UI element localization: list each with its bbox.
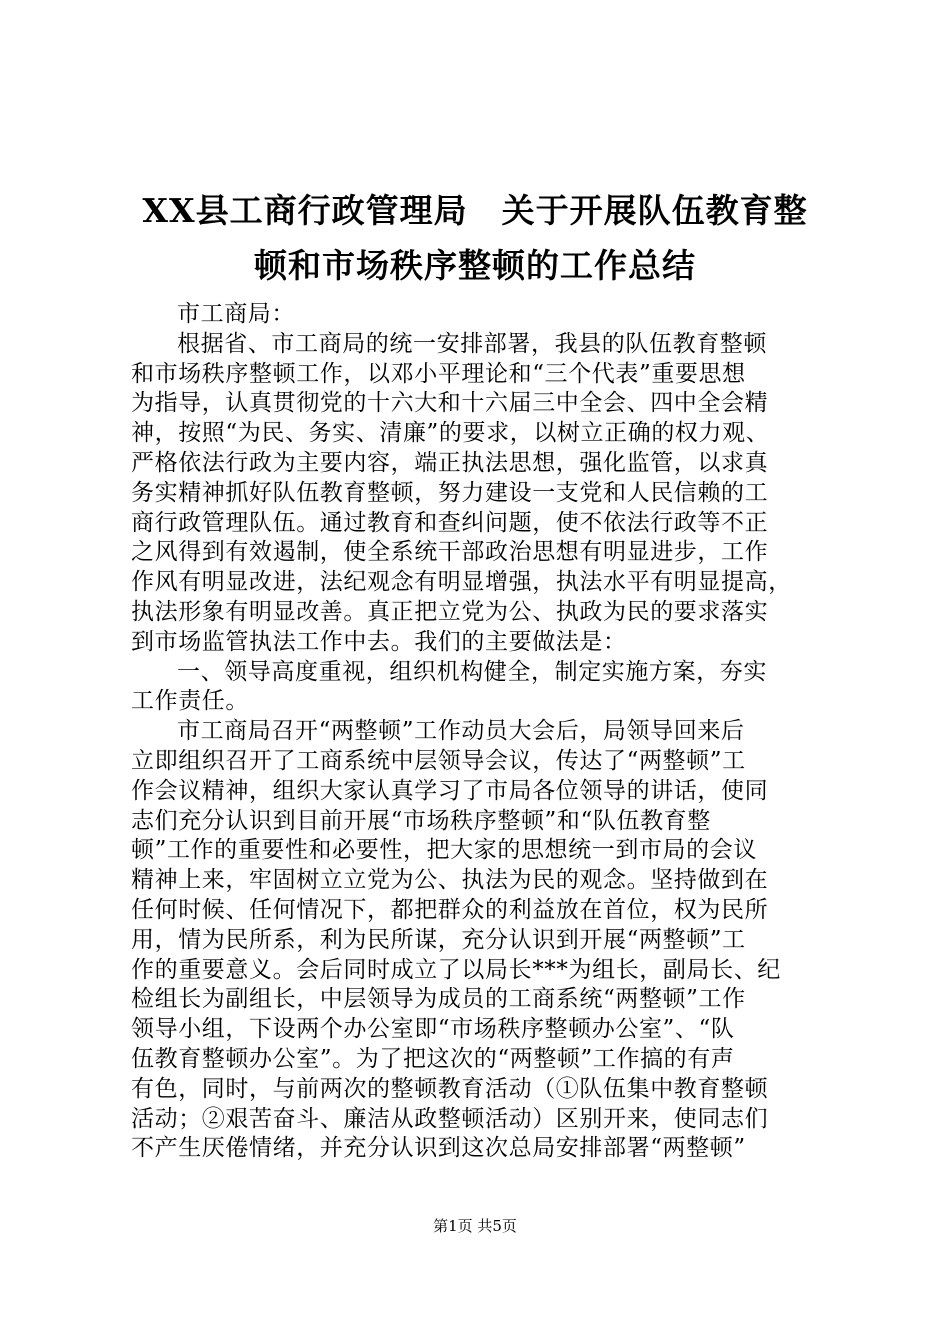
- body-line: 商行政管理队伍。通过教育和查纠问题，使不依法行政等不正: [131, 509, 769, 536]
- body-line: 为指导，认真贯彻党的十六大和十六届三中全会、四中全会精: [131, 390, 769, 417]
- section-heading: 一、领导高度重视，组织机构健全，制定实施方案，夯实: [177, 658, 767, 685]
- body-line: 务实精神抓好队伍教育整顿，努力建设一支党和人民信赖的工: [131, 479, 769, 506]
- body-line: 和市场秩序整顿工作，以邓小平理论和“三个代表”重要思想: [131, 360, 746, 387]
- body-line: 伍教育整顿办公室”。为了把这次的“两整顿”工作搞的有声: [131, 1045, 735, 1072]
- body-line: 神，按照“为民、务实、清廉”的要求，以树立正确的权力观、: [131, 420, 770, 447]
- body-line: 作的重要意义。会后同时成立了以局长***为组长，副局长、纪: [131, 956, 781, 983]
- body-line: 立即组织召开了工商系统中层领导会议，传达了“两整顿”工: [131, 747, 746, 774]
- body-line: 顿”工作的重要性和必要性，把大家的思想统一到市局的会议: [131, 837, 757, 864]
- body-line: 之风得到有效遏制，使全系统干部政治思想有明显进步，工作: [131, 539, 769, 566]
- salutation: 市工商局：: [177, 301, 295, 327]
- body-line: 严格依法行政为主要内容，端正执法思想，强化监管，以求真: [131, 449, 769, 476]
- body-line: 有色，同时，与前两次的整顿教育活动（①队伍集中教育整顿: [131, 1075, 769, 1102]
- body-line: 用，情为民所系，利为民所谋，充分认识到开展“两整顿”工: [131, 926, 746, 953]
- body-line: 作风有明显改进，法纪观念有明显增强，执法水平有明显提高，: [131, 569, 792, 596]
- document-title-line-2: 顿和市场秩序整顿的工作总结: [254, 246, 696, 285]
- body-line: 志们充分认识到目前开展“市场秩序整顿”和“队伍教育整: [131, 807, 711, 834]
- document-title-line-1: XX县工商行政管理局 关于开展队伍教育整: [142, 191, 808, 230]
- body-line: 根据省、市工商局的统一安排部署，我县的队伍教育整顿: [177, 330, 767, 357]
- body-line: 检组长为副组长，中层领导为成员的工商系统“两整顿”工作: [131, 986, 746, 1013]
- body-line: 执法形象有明显改善。真正把立党为公、执政为民的要求落实: [131, 598, 769, 625]
- body-line: 到市场监管执法工作中去。我们的主要做法是：: [131, 628, 627, 655]
- body-line: 精神上来，牢固树立立党为公、执法为民的观念。坚持做到在: [131, 867, 769, 894]
- body-line: 领导小组，下设两个办公室即“市场秩序整顿办公室”、“队: [131, 1016, 735, 1043]
- body-line: 活动；②艰苦奋斗、廉洁从政整顿活动）区别开来，使同志们: [131, 1105, 769, 1132]
- body-line: 不产生厌倦情绪，并充分认识到这次总局安排部署“两整顿”: [131, 1135, 746, 1162]
- body-line: 作会议精神，组织大家认真学习了市局各位领导的讲话，使同: [131, 777, 769, 804]
- section-heading-continued: 工作责任。: [131, 688, 249, 715]
- page-number-footer: 第1页 共5页: [433, 1217, 517, 1235]
- body-line: 任何时候、任何情况下，都把群众的利益放在首位，权为民所: [131, 896, 769, 923]
- body-line: 市工商局召开“两整顿”工作动员大会后，局领导回来后: [177, 718, 745, 745]
- document-body: [131, 300, 831, 1164]
